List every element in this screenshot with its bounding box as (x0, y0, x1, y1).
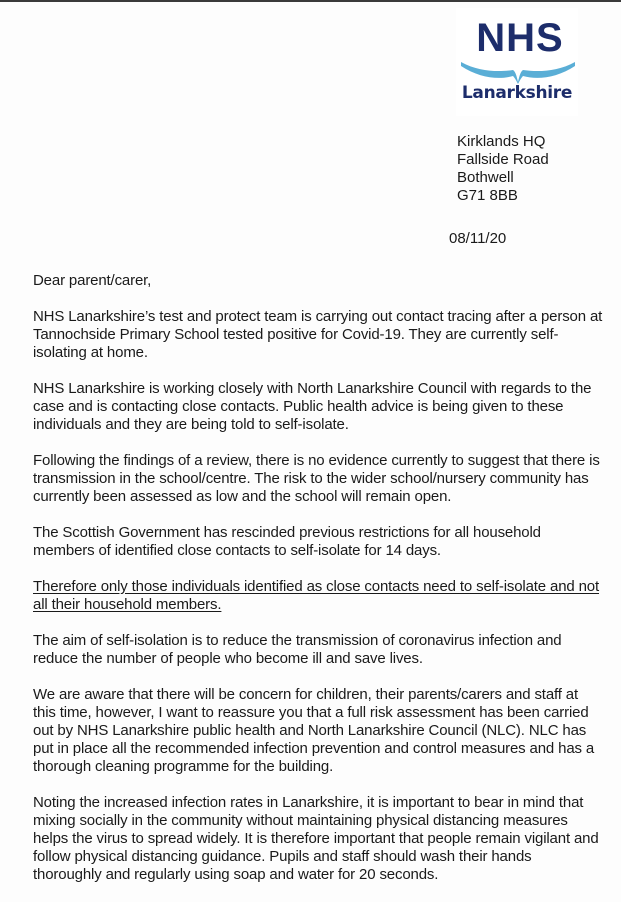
paragraph-government-rescinded: The Scottish Government has rescinded previous restrictions for all household members of identified close contacts to self-isolate for 14 days. (33, 524, 541, 559)
letter-body (33, 272, 603, 902)
logo-region-name: Lanarkshire (461, 83, 573, 103)
paragraph-review-findings: Following the findings of a review, there is no evidence currently to suggest that there is transmission in the school/centre. The risk to the wider school/nursery community has currently been assessed as low and the school will remain open. (33, 452, 600, 505)
paragraph-contact-tracing: NHS Lanarkshire’s test and protect team is carrying out contact tracing after a person at Tannochside Primary School tested positive for Covid-19. They are currently self-isolating at home. (33, 308, 603, 361)
paragraph-close-contacts-emphasis: Therefore only those individuals identified as close contacts need to self-isolate and not all their household members. (33, 578, 600, 613)
paragraph-council-cooperation: NHS Lanarkshire is working closely with North Lanarkshire Council with regards to the case and is contacting close contacts. Public health advice is being given to these individuals and they are being told to self-isolate. (33, 380, 592, 433)
address-line: Kirklands HQ (457, 133, 546, 150)
logo-wave-icon (459, 58, 577, 84)
paragraph-self-isolation-aim: The aim of self-isolation is to reduce the transmission of coronavirus infection and reduce the number of people who become ill and save lives. (33, 632, 562, 667)
top-edge-bar (0, 0, 621, 2)
paragraph-risk-assessment: We are aware that there will be concern for children, their parents/carers and staff at this time, however, I want to reassure you that a full risk assessment has been carried out by NHS Lanarkshire public health and North Lanarkshire Council (NLC). NLC has put in place all the recommended infection prevention and control measures and has a thorough cleaning programme for the building. (33, 686, 595, 775)
letter-date: 08/11/20 (449, 230, 507, 247)
paragraph-distancing-guidance: Noting the increased infection rates in Lanarkshire, it is important to bear in mind that mixing socially in the community without maintaining physical distancing measures helps the virus to spread widely. It is therefore important that people remain vigilant and follow physical distancing guidance. Pupils and staff should wash their hands thoroughly and regularly using soap and water for 20 seconds. (33, 794, 599, 883)
address-line: Fallside Road (457, 151, 549, 168)
address-line: G71 8BB (457, 187, 518, 204)
sender-address (457, 133, 549, 205)
salutation: Dear parent/carer, (33, 272, 152, 289)
address-line: Bothwell (457, 169, 514, 186)
logo-nhs-wordmark: NHS (476, 16, 564, 60)
nhs-lanarkshire-logo (456, 8, 578, 116)
